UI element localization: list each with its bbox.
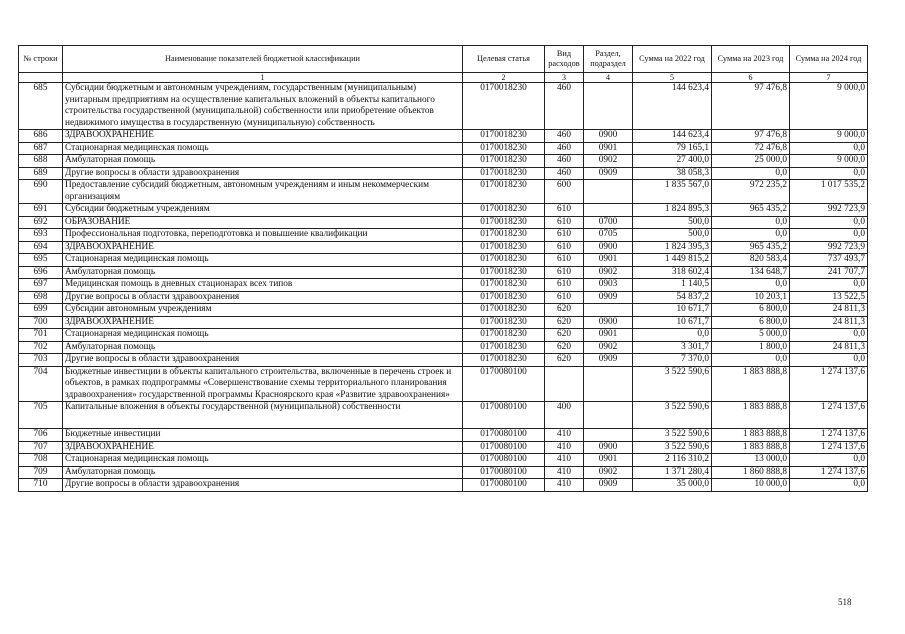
amount-2023: 10 203,1 — [712, 291, 790, 304]
row-name: ЗДРАВООХРАНЕНИЕ — [63, 130, 463, 143]
row-name: Другие вопросы в области здравоохранения — [63, 354, 463, 367]
amount-2024: 0,0 — [790, 354, 868, 367]
amount-2024: 992 723,9 — [790, 204, 868, 217]
amount-2023: 10 000,0 — [712, 479, 790, 492]
amount-2023: 1 860 888,8 — [712, 466, 790, 479]
amount-2022: 1 449 815,2 — [633, 254, 712, 267]
row-name: Предоставление субсидий бюджетным, автономным учреждениям и иным некоммерческим организациям — [63, 180, 463, 204]
amount-2022: 79 165,1 — [633, 142, 712, 155]
section-code: 0909 — [584, 167, 633, 180]
row-number: 695 — [19, 254, 63, 267]
header-2023: Сумма на 2023 год — [712, 46, 790, 73]
section-code — [584, 429, 633, 442]
row-name: Субсидии автономным учреждениям — [63, 304, 463, 317]
amount-2024: 13 522,5 — [790, 291, 868, 304]
row-number: 685 — [19, 83, 63, 130]
amount-2023: 0,0 — [712, 279, 790, 292]
amount-2023: 25 000,0 — [712, 155, 790, 168]
expense-type: 620 — [545, 316, 584, 329]
expense-type: 610 — [545, 279, 584, 292]
target-article: 0170018230 — [463, 266, 545, 279]
amount-2022: 3 522 590,6 — [633, 402, 712, 429]
row-name: ЗДРАВООХРАНЕНИЕ — [63, 316, 463, 329]
row-number: 691 — [19, 204, 63, 217]
row-name: ЗДРАВООХРАНЕНИЕ — [63, 441, 463, 454]
header-2024: Сумма на 2024 год — [790, 46, 868, 73]
row-number: 705 — [19, 402, 63, 429]
row-name: Амбулаторная помощь — [63, 341, 463, 354]
table-row — [19, 402, 868, 429]
row-name: Другие вопросы в области здравоохранения — [63, 479, 463, 492]
row-name: ЗДРАВООХРАНЕНИЕ — [63, 241, 463, 254]
amount-2023: 1 883 888,8 — [712, 402, 790, 429]
column-number — [19, 73, 63, 83]
row-number: 689 — [19, 167, 63, 180]
row-number: 688 — [19, 155, 63, 168]
amount-2024: 241 707,7 — [790, 266, 868, 279]
table-row — [19, 341, 868, 354]
table-row — [19, 216, 868, 229]
table-row — [19, 155, 868, 168]
amount-2024: 0,0 — [790, 229, 868, 242]
amount-2024: 1 274 137,6 — [790, 366, 868, 402]
row-number: 699 — [19, 304, 63, 317]
row-name: Амбулаторная помощь — [63, 155, 463, 168]
table-row — [19, 466, 868, 479]
amount-2024: 9 000,0 — [790, 83, 868, 130]
section-code — [584, 180, 633, 204]
target-article: 0170080100 — [463, 454, 545, 467]
target-article: 0170018230 — [463, 180, 545, 204]
row-number: 692 — [19, 216, 63, 229]
amount-2024: 0,0 — [790, 279, 868, 292]
table-row — [19, 229, 868, 242]
expense-type: 460 — [545, 142, 584, 155]
table-row — [19, 354, 868, 367]
amount-2023: 1 883 888,8 — [712, 366, 790, 402]
header-section: Раздел, подраздел — [584, 46, 633, 73]
row-number: 693 — [19, 229, 63, 242]
amount-2023: 965 435,2 — [712, 241, 790, 254]
row-number: 694 — [19, 241, 63, 254]
amount-2022: 1 371 280,4 — [633, 466, 712, 479]
row-name: Бюджетные инвестиции — [63, 429, 463, 442]
column-number: 4 — [584, 73, 633, 83]
amount-2024: 0,0 — [790, 142, 868, 155]
amount-2022: 54 837,2 — [633, 291, 712, 304]
row-number: 709 — [19, 466, 63, 479]
table-row — [19, 180, 868, 204]
row-number: 708 — [19, 454, 63, 467]
target-article: 0170018230 — [463, 341, 545, 354]
amount-2022: 3 301,7 — [633, 341, 712, 354]
expense-type: 610 — [545, 241, 584, 254]
table-row — [19, 366, 868, 402]
column-number: 5 — [633, 73, 712, 83]
target-article: 0170018230 — [463, 130, 545, 143]
target-article: 0170018230 — [463, 354, 545, 367]
table-row — [19, 291, 868, 304]
amount-2023: 134 648,7 — [712, 266, 790, 279]
amount-2023: 72 476,8 — [712, 142, 790, 155]
table-row — [19, 266, 868, 279]
column-number: 3 — [545, 73, 584, 83]
expense-type: 460 — [545, 130, 584, 143]
section-code: 0902 — [584, 341, 633, 354]
amount-2023: 1 883 888,8 — [712, 429, 790, 442]
amount-2024: 0,0 — [790, 329, 868, 342]
amount-2024: 1 274 137,6 — [790, 441, 868, 454]
amount-2024: 0,0 — [790, 216, 868, 229]
target-article: 0170018230 — [463, 142, 545, 155]
row-name: Стационарная медицинская помощь — [63, 454, 463, 467]
table-row — [19, 329, 868, 342]
header-2022: Сумма на 2022 год — [633, 46, 712, 73]
section-code: 0900 — [584, 241, 633, 254]
expense-type: 410 — [545, 466, 584, 479]
row-number: 707 — [19, 441, 63, 454]
section-code: 0901 — [584, 329, 633, 342]
section-code: 0901 — [584, 454, 633, 467]
row-name: Стационарная медицинская помощь — [63, 142, 463, 155]
table-row — [19, 429, 868, 442]
row-number: 696 — [19, 266, 63, 279]
section-code: 0900 — [584, 316, 633, 329]
section-code — [584, 83, 633, 130]
row-number: 704 — [19, 366, 63, 402]
amount-2024: 24 811,3 — [790, 316, 868, 329]
section-code: 0901 — [584, 254, 633, 267]
expense-type: 620 — [545, 354, 584, 367]
amount-2024: 9 000,0 — [790, 130, 868, 143]
section-code — [584, 402, 633, 429]
target-article: 0170080100 — [463, 441, 545, 454]
amount-2024: 24 811,3 — [790, 304, 868, 317]
section-code: 0900 — [584, 441, 633, 454]
amount-2022: 318 602,4 — [633, 266, 712, 279]
row-number: 703 — [19, 354, 63, 367]
amount-2022: 3 522 590,6 — [633, 441, 712, 454]
row-name: Бюджетные инвестиции в объекты капитального строительства, включенные в перечень строек и объектов, в рамках подпрограммы «Совершенствование схемы территориального планирования здравоохранения» государственной программы Красноярского края «Развитие здравоохранения» — [63, 366, 463, 402]
target-article: 0170018230 — [463, 254, 545, 267]
section-code: 0903 — [584, 279, 633, 292]
amount-2022: 3 522 590,6 — [633, 366, 712, 402]
amount-2023: 820 583,4 — [712, 254, 790, 267]
amount-2023: 965 435,2 — [712, 204, 790, 217]
expense-type: 460 — [545, 83, 584, 130]
table-row — [19, 241, 868, 254]
target-article: 0170018230 — [463, 329, 545, 342]
table-row — [19, 204, 868, 217]
amount-2024: 0,0 — [790, 454, 868, 467]
section-code: 0705 — [584, 229, 633, 242]
column-number: 2 — [463, 73, 545, 83]
amount-2022: 10 671,7 — [633, 304, 712, 317]
table-header — [19, 46, 868, 83]
row-number: 710 — [19, 479, 63, 492]
page-number: 518 — [838, 597, 852, 607]
target-article: 0170018230 — [463, 216, 545, 229]
row-name: Субсидии бюджетным и автономным учреждениям, государственным (муниципальным) унитарным предприятиям на осуществление капитальных вложений в объекты капитального строительства государственной (муниципальной) собственности или приобретение объектов недвижимого имущества в государственную (муниципальную) собственность — [63, 83, 463, 130]
row-number: 702 — [19, 341, 63, 354]
expense-type: 460 — [545, 155, 584, 168]
expense-type: 610 — [545, 216, 584, 229]
table-body — [19, 83, 868, 492]
amount-2024: 0,0 — [790, 167, 868, 180]
target-article: 0170018230 — [463, 316, 545, 329]
amount-2022: 1 824 395,3 — [633, 241, 712, 254]
amount-2024: 0,0 — [790, 479, 868, 492]
row-name: Субсидии бюджетным учреждениям — [63, 204, 463, 217]
row-number: 697 — [19, 279, 63, 292]
table-row — [19, 304, 868, 317]
column-number: 1 — [63, 73, 463, 83]
amount-2024: 1 274 137,6 — [790, 429, 868, 442]
table-row — [19, 254, 868, 267]
amount-2024: 737 493,7 — [790, 254, 868, 267]
target-article: 0170018230 — [463, 279, 545, 292]
column-number: 6 — [712, 73, 790, 83]
amount-2023: 0,0 — [712, 229, 790, 242]
header-row-no: № строки — [19, 46, 63, 73]
table-row — [19, 316, 868, 329]
expense-type: 460 — [545, 167, 584, 180]
expense-type: 610 — [545, 291, 584, 304]
expense-type: 610 — [545, 254, 584, 267]
row-name: Стационарная медицинская помощь — [63, 254, 463, 267]
amount-2022: 10 671,7 — [633, 316, 712, 329]
budget-table — [18, 45, 868, 492]
section-code: 0902 — [584, 466, 633, 479]
amount-2022: 144 623,4 — [633, 83, 712, 130]
section-code: 0901 — [584, 142, 633, 155]
row-name: Медицинская помощь в дневных стационарах всех типов — [63, 279, 463, 292]
amount-2024: 992 723,9 — [790, 241, 868, 254]
header-expense-type: Вид расходов — [545, 46, 584, 73]
target-article: 0170080100 — [463, 366, 545, 402]
amount-2023: 97 476,8 — [712, 83, 790, 130]
expense-type: 620 — [545, 304, 584, 317]
amount-2024: 1 274 137,6 — [790, 402, 868, 429]
target-article: 0170018230 — [463, 229, 545, 242]
section-code: 0900 — [584, 130, 633, 143]
target-article: 0170018230 — [463, 241, 545, 254]
expense-type: 410 — [545, 479, 584, 492]
expense-type: 410 — [545, 429, 584, 442]
table-row — [19, 167, 868, 180]
section-code — [584, 366, 633, 402]
section-code: 0902 — [584, 266, 633, 279]
expense-type — [545, 366, 584, 402]
column-number: 7 — [790, 73, 868, 83]
target-article: 0170018230 — [463, 304, 545, 317]
amount-2022: 500,0 — [633, 216, 712, 229]
amount-2023: 1 800,0 — [712, 341, 790, 354]
row-name: Капитальные вложения в объекты государственной (муниципальной) собственности — [63, 402, 463, 429]
row-name: Амбулаторная помощь — [63, 466, 463, 479]
amount-2023: 1 883 888,8 — [712, 441, 790, 454]
target-article: 0170018230 — [463, 83, 545, 130]
section-code — [584, 304, 633, 317]
amount-2023: 97 476,8 — [712, 130, 790, 143]
row-number: 686 — [19, 130, 63, 143]
header-target: Целевая статья — [463, 46, 545, 73]
expense-type: 610 — [545, 229, 584, 242]
amount-2022: 35 000,0 — [633, 479, 712, 492]
target-article: 0170080100 — [463, 402, 545, 429]
target-article: 0170080100 — [463, 466, 545, 479]
section-code: 0909 — [584, 291, 633, 304]
amount-2022: 38 058,3 — [633, 167, 712, 180]
row-name: ОБРАЗОВАНИЕ — [63, 216, 463, 229]
row-number: 701 — [19, 329, 63, 342]
amount-2024: 24 811,3 — [790, 341, 868, 354]
amount-2022: 1 824 895,3 — [633, 204, 712, 217]
table-row — [19, 130, 868, 143]
amount-2022: 500,0 — [633, 229, 712, 242]
row-number: 700 — [19, 316, 63, 329]
row-name: Амбулаторная помощь — [63, 266, 463, 279]
table-row — [19, 441, 868, 454]
row-number: 690 — [19, 180, 63, 204]
row-name: Другие вопросы в области здравоохранения — [63, 167, 463, 180]
table-row — [19, 83, 868, 130]
section-code: 0909 — [584, 479, 633, 492]
column-numbers-row — [19, 73, 868, 83]
amount-2023: 0,0 — [712, 167, 790, 180]
section-code: 0902 — [584, 155, 633, 168]
amount-2023: 0,0 — [712, 216, 790, 229]
amount-2022: 0,0 — [633, 329, 712, 342]
amount-2023: 0,0 — [712, 354, 790, 367]
amount-2023: 972 235,2 — [712, 180, 790, 204]
expense-type: 620 — [545, 329, 584, 342]
amount-2023: 6 800,0 — [712, 316, 790, 329]
amount-2023: 5 000,0 — [712, 329, 790, 342]
target-article: 0170018230 — [463, 167, 545, 180]
target-article: 0170080100 — [463, 429, 545, 442]
row-name: Профессиональная подготовка, переподготовка и повышение квалификации — [63, 229, 463, 242]
amount-2024: 9 000,0 — [790, 155, 868, 168]
target-article: 0170018230 — [463, 204, 545, 217]
amount-2022: 3 522 590,6 — [633, 429, 712, 442]
row-number: 698 — [19, 291, 63, 304]
target-article: 0170018230 — [463, 291, 545, 304]
amount-2022: 2 116 310,2 — [633, 454, 712, 467]
amount-2024: 1 017 535,2 — [790, 180, 868, 204]
table-row — [19, 279, 868, 292]
section-code — [584, 204, 633, 217]
section-code: 0700 — [584, 216, 633, 229]
table-row — [19, 454, 868, 467]
amount-2022: 1 140,5 — [633, 279, 712, 292]
expense-type: 610 — [545, 204, 584, 217]
amount-2024: 1 274 137,6 — [790, 466, 868, 479]
row-name: Другие вопросы в области здравоохранения — [63, 291, 463, 304]
header-name: Наименование показателей бюджетной классификации — [63, 46, 463, 73]
row-name: Стационарная медицинская помощь — [63, 329, 463, 342]
table-row — [19, 142, 868, 155]
section-code: 0909 — [584, 354, 633, 367]
row-number: 706 — [19, 429, 63, 442]
row-number: 687 — [19, 142, 63, 155]
amount-2022: 27 400,0 — [633, 155, 712, 168]
amount-2023: 6 800,0 — [712, 304, 790, 317]
expense-type: 600 — [545, 180, 584, 204]
table-row — [19, 479, 868, 492]
expense-type: 610 — [545, 266, 584, 279]
amount-2022: 1 835 567,0 — [633, 180, 712, 204]
amount-2023: 13 000,0 — [712, 454, 790, 467]
target-article: 0170080100 — [463, 479, 545, 492]
expense-type: 410 — [545, 454, 584, 467]
target-article: 0170018230 — [463, 155, 545, 168]
expense-type: 410 — [545, 441, 584, 454]
amount-2022: 7 370,0 — [633, 354, 712, 367]
expense-type: 400 — [545, 402, 584, 429]
expense-type: 620 — [545, 341, 584, 354]
amount-2022: 144 623,4 — [633, 130, 712, 143]
